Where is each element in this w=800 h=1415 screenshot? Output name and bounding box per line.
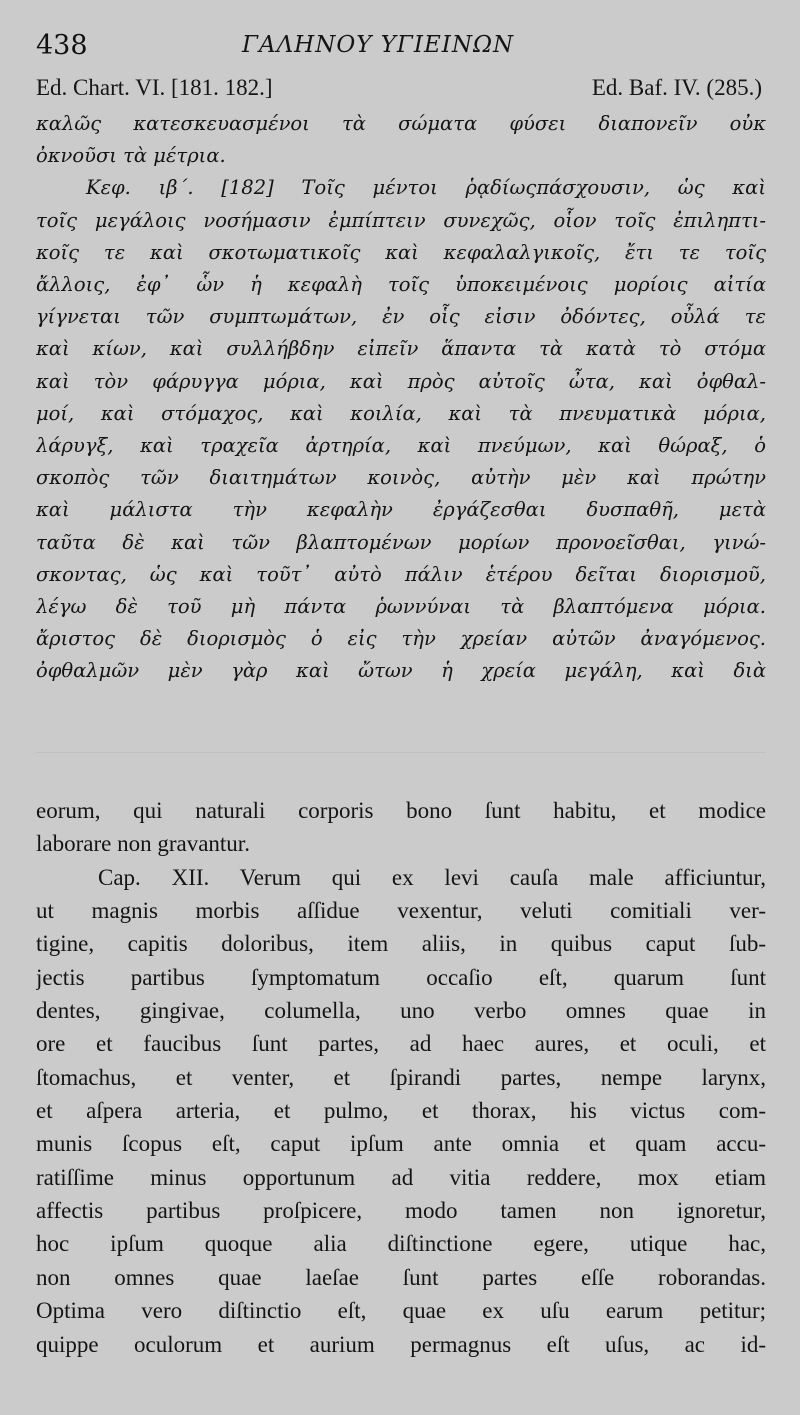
- latin-text-block: [36, 794, 766, 1361]
- greek-text-block: [36, 108, 766, 688]
- latin-line: jectis partibus ſymptomatum occaſio eſt, quarum ſunt: [36, 964, 766, 990]
- greek-line: λέγω δὲ τοῦ μὴ πάντα ῥωννύναι τὰ βλαπτόμενα μόρια.: [36, 595, 766, 619]
- latin-line: Cap. XII. Verum qui ex levi cauſa male afficiuntur,: [98, 864, 766, 890]
- edition-basel: Ed. Baf. IV. (285.): [591, 75, 762, 100]
- greek-line: ὀκνοῦσι τὰ μέτρια.: [36, 144, 226, 168]
- greek-line: καὶ μάλιστα τὴν κεφαλὴν ἐργάζεσθαι δυσπαθῆ, μετὰ: [36, 498, 766, 522]
- greek-line: γίγνεται τῶν συμπτωμάτων, ἐν οἷς εἰσιν ὀδόντες, οὖλά τε: [36, 305, 766, 329]
- latin-line: Optima vero diſtinctio eſt, quae ex uſu earum petitur;: [36, 1298, 766, 1324]
- greek-line: τοῖς μεγάλοις νοσήμασιν ἐμπίπτειν συνεχῶς, οἷον τοῖς ἐπιληπτι-: [36, 208, 766, 232]
- latin-line: eorum, qui naturali corporis bono ſunt habitu, et modice: [36, 798, 766, 823]
- greek-line: ταῦτα δὲ καὶ τῶν βλαπτομένων μορίων προνοεῖσθαι, γινώ-: [36, 530, 766, 554]
- latin-line: tigine, capitis doloribus, item aliis, in quibus caput ſub-: [36, 931, 766, 957]
- greek-line: καλῶς κατεσκευασμένοι τὰ σώματα φύσει διαπονεῖν οὐκ: [36, 112, 766, 135]
- page-header: [36, 24, 766, 64]
- latin-line: quippe oculorum et aurium permagnus eſt uſus, ac id-: [36, 1331, 766, 1357]
- greek-line: σκοντας, ὡς καὶ τοῦτ᾽ αὐτὸ πάλιν ἑτέρου δεῖται διορισμοῦ,: [36, 562, 766, 586]
- running-title: ΓΑΛΗΝΟΥ ΥΓΙΕΙΝΩΝ: [242, 32, 515, 58]
- greek-line: λάρυγξ, καὶ τραχεῖα ἀρτηρία, καὶ πνεύμων, καὶ θώραξ, ὁ: [36, 434, 766, 458]
- latin-line: hoc ipſum quoque alia diſtinctione egere, utique hac,: [36, 1231, 766, 1257]
- greek-line: ἄλλοις, ἐφ᾽ ὧν ἡ κεφαλὴ τοῖς ὑποκειμένοις μορίοις αἰτία: [36, 273, 766, 297]
- latin-line: et aſpera arteria, et pulmo, et thorax, his victus com-: [36, 1098, 766, 1124]
- latin-line: munis ſcopus eſt, caput ipſum ante omnia et quam accu-: [36, 1131, 766, 1157]
- column-separator: [36, 752, 766, 753]
- latin-line: laborare non gravantur.: [36, 831, 250, 857]
- latin-line: non omnes quae laeſae ſunt partes eſſe roborandas.: [36, 1264, 766, 1290]
- greek-line: ἄριστος δὲ διορισμὸς ὁ εἰς τὴν χρείαν αὐτῶν ἀναγόμενος.: [36, 627, 766, 651]
- edition-chartier: Ed. Chart. VI. [181. 182.]: [36, 75, 273, 100]
- page-number: 438: [36, 30, 88, 61]
- latin-line: affectis partibus proſpicere, modo tamen non ignoretur,: [36, 1198, 766, 1224]
- latin-line: ut magnis morbis aſſidue vexentur, veluti comitiali ver-: [36, 898, 766, 924]
- latin-line: dentes, gingivae, columella, uno verbo omnes quae in: [36, 998, 766, 1024]
- latin-line: ore et faucibus ſunt partes, ad haec aures, et oculi, et: [36, 1031, 766, 1057]
- greek-line: κοῖς τε καὶ σκοτωματικοῖς καὶ κεφαλαλγικοῖς, ἔτι τε τοῖς: [36, 240, 766, 264]
- greek-line: Κεφ. ιβ΄. [182] Τοῖς μέντοι ῥᾳδίωςπάσχουσιν, ὡς καὶ: [86, 176, 766, 200]
- greek-line: μοί, καὶ στόμαχος, καὶ κοιλία, καὶ τὰ πνευματικὰ μόρια,: [36, 401, 766, 425]
- greek-line: καὶ τὸν φάρυγγα μόρια, καὶ πρὸς αὐτοῖς ὦτα, καὶ ὀφθαλ-: [36, 369, 766, 393]
- greek-line: καὶ κίων, καὶ συλλήβδην εἰπεῖν ἅπαντα τὰ κατὰ τὸ στόμα: [36, 337, 766, 361]
- greek-line: ὀφθαλμῶν μὲν γὰρ καὶ ὤτων ἡ χρεία μεγάλη, καὶ διὰ: [36, 659, 766, 683]
- greek-line: σκοπὸς τῶν διαιτημάτων κοινὸς, αὐτὴν μὲν καὶ πρώτην: [36, 466, 766, 490]
- latin-line: ſtomachus, et venter, et ſpirandi partes, nempe larynx,: [36, 1064, 766, 1090]
- latin-line: ratiſſime minus opportunum ad vitia reddere, mox etiam: [36, 1164, 766, 1190]
